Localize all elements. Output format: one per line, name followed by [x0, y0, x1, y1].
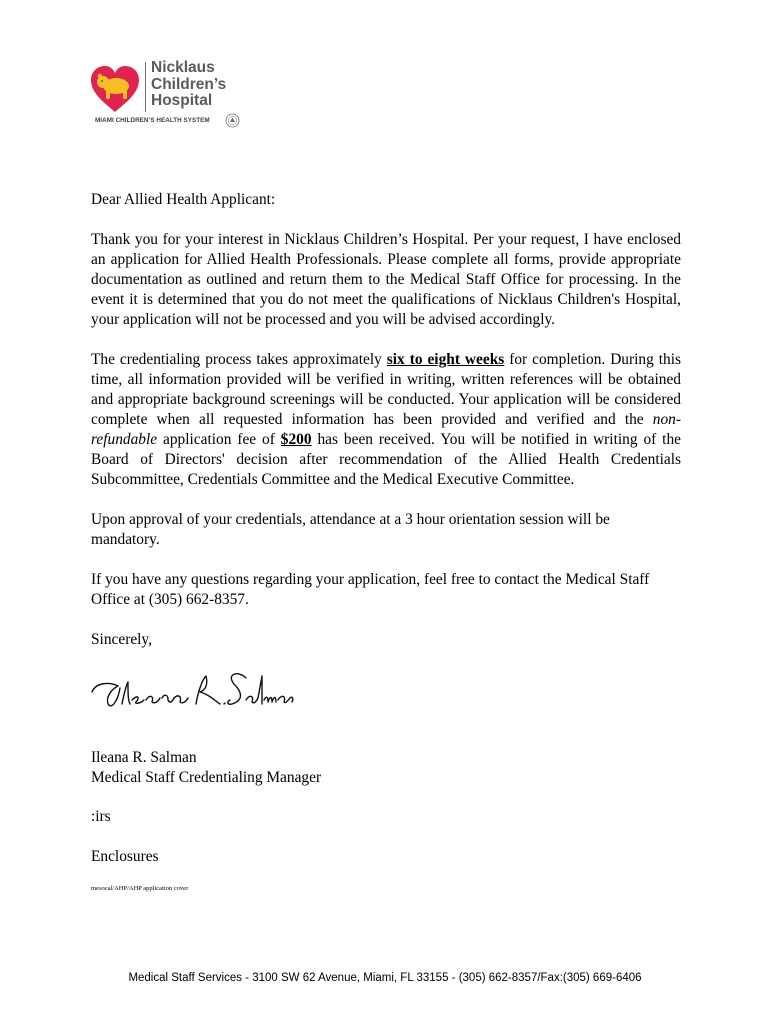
logo-system-name: MIAMI CHILDREN’S HEALTH SYSTEM — [95, 117, 210, 124]
signer-name: Ileana R. Salman — [91, 749, 197, 766]
typist-initials: :irs — [91, 808, 111, 825]
process-text-g: has been received. You will be notified in writing of the Board of Directors' decision after recommendation of the Allied Health Credentials Subcommittee, Credentials Committee and the Medical Executive Committee. — [91, 431, 681, 488]
footer-address: Medical Staff Services - 3100 SW 62 Avenue, Miami, FL 33155 - (305) 662-8357/Fax:(305) 669-6406 — [128, 972, 642, 984]
signer-block — [91, 748, 321, 788]
logo-name-line-1: Nicklaus — [151, 59, 215, 76]
fee-emphasis: $200 — [280, 431, 312, 448]
paragraph-contact: If you have any questions regarding your application, feel free to contact the Medical Staff Office at (305) 662-8357. — [91, 571, 650, 608]
closing: Sincerely, — [91, 631, 152, 648]
process-text-e: application fee of — [157, 431, 281, 448]
logo-name-line-3: Hospital — [151, 92, 213, 109]
heart-bear-icon — [88, 64, 142, 114]
paragraph-orientation: Upon approval of your credentials, attendance at a 3 hour orientation session will be mandatory. — [91, 511, 610, 548]
duration-emphasis: six to eight weeks — [386, 351, 505, 368]
signer-title: Medical Staff Credentialing Manager — [91, 769, 322, 786]
logo-name-line-2: Children’s — [151, 75, 227, 93]
paragraph-intro: Thank you for your interest in Nicklaus Children’s Hospital. Per your request, I have enclosed an application for Allied Health Professionals. Please complete all forms, provide appropriate documentation as outlined and return them to the Medical Staff Office for processing. In the event it is determined that you do not meet the qualifications of Nicklaus Children's Hospital, your application will not be processed and you will be advised accordingly. — [91, 231, 681, 328]
non-refundable-emphasis: non-refundable — [91, 411, 681, 448]
document-file-path: mesocal/AHP/AHP application cover — [91, 885, 189, 892]
letter-body — [91, 190, 681, 650]
logo-name — [151, 60, 251, 110]
process-text-a: The credentialing process takes approximately — [91, 351, 387, 368]
process-text-c: for completion. During this time, all information provided will be verified in writing, written references will be obtained and appropriate background screenings will be conducted. Your application will be considered complete when all requested information has been provided and verified and the — [91, 351, 681, 428]
paragraph-process — [91, 350, 681, 490]
hospital-logo — [88, 60, 248, 135]
handwritten-signature — [88, 664, 298, 714]
logo-divider — [145, 62, 146, 112]
seal-icon — [225, 113, 240, 128]
salutation: Dear Allied Health Applicant: — [91, 191, 276, 208]
enclosures-note: Enclosures — [91, 848, 159, 865]
